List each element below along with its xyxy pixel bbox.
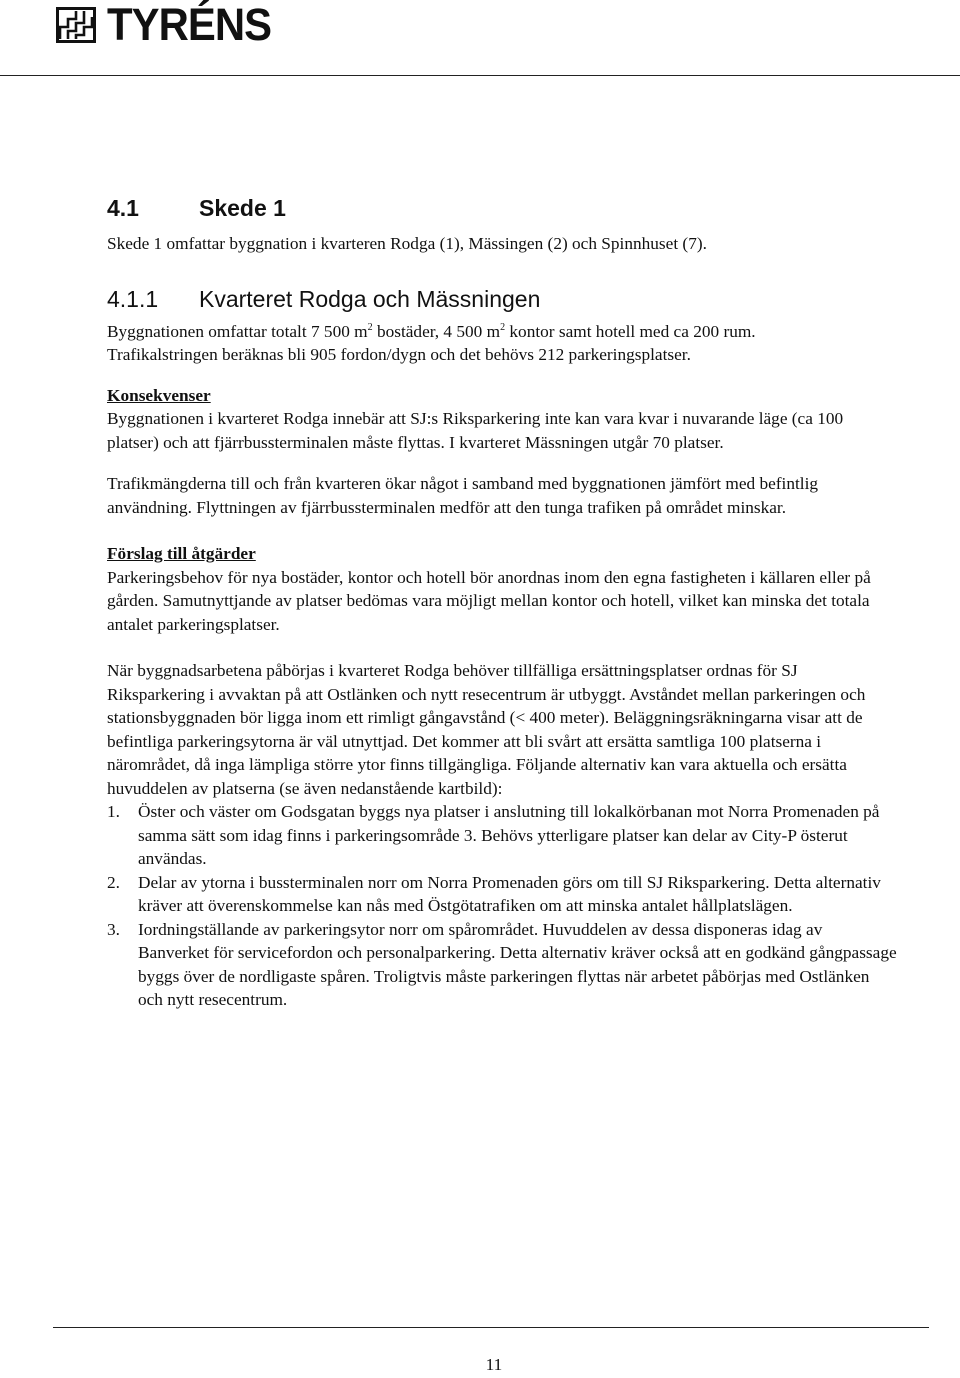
list-number: 2. — [107, 872, 120, 892]
forslag-paragraph-1: Parkeringsbehov för nya bostäder, kontor och hotell bör anordnas inom den egna fastigheten i källaren eller på gården. Samutnyttjande av platser bedömas vara möjligt mellan kontor och hotell, vilket kan minska det totala antalet parkeringsplatser. — [107, 567, 871, 634]
text-span: Byggnationen omfattar totalt 7 500 m — [107, 321, 368, 341]
list-item — [107, 918, 897, 1012]
logo-text: TYRÉNS — [107, 0, 272, 50]
text-span: kontor samt hotell med ca 200 rum. — [505, 321, 756, 341]
text-span: Trafikalstringen beräknas bli 905 fordon/dygn och det behövs 212 parkeringsplatser. — [107, 345, 691, 364]
tyrens-logo-icon — [56, 7, 96, 43]
list-number: 1. — [107, 802, 120, 821]
header-divider — [0, 75, 960, 76]
document-body — [107, 190, 897, 1012]
list-item-text: Delar av ytorna i bussterminalen norr om Norra Promenaden görs om till SJ Riksparkering. Detta alternativ kräver att överenskommelse kan nås med Östgötatrafiken om att minska antalet hållplatslägen. — [138, 872, 881, 915]
section-heading — [107, 190, 897, 226]
superscript: 2 — [367, 321, 373, 333]
konsekvenser-heading: Konsekvenser — [107, 385, 211, 405]
section-intro: Skede 1 omfattar byggnation i kvarteren Rodga (1), Mässingen (2) och Spinnhuset (7). — [107, 234, 707, 253]
page-header — [0, 0, 960, 78]
forslag-paragraph-2: När byggnadsarbetena påbörjas i kvarteret Rodga behöver tillfälliga ersättningsplatser ordnas för SJ Riksparkering i avvaktan på att Ostlänken och nytt resecentrum är utbyggt. Avståndet mellan parkeringen och stationsbyggnaden bör ligga inom ett rimligt gångavstånd (< 400 meter). Beläggningsräkningarna visar att de befintliga parkeringsytorna är väl utnyttjad. Det kommer att bli svårt att ersätta samtliga 100 platserna i närområdet, då inga lämpliga större ytor finns tillgängliga. Följande alternativ kan vara aktuella och ersätta huvuddelen av platserna (se även nedanstående kartbild): — [107, 661, 866, 798]
subsection-heading — [107, 281, 897, 317]
list-item — [107, 800, 897, 871]
subsection-title: Kvarteret Rodga och Mässningen — [199, 285, 541, 312]
list-item-text: Öster och väster om Godsgatan byggs nya platser i anslutning till lokalkörbanan mot Norra Promenaden på samma sätt som idag finns i parkeringsområde 3. Behövs ytterligare platser kan delar av City-P österut användas. — [138, 802, 880, 868]
forslag-heading: Förslag till åtgärder — [107, 544, 256, 563]
subsection-paragraph — [107, 320, 897, 367]
superscript: 2 — [500, 321, 506, 333]
konsekvenser-paragraph-1: Byggnationen i kvarteret Rodga innebär att SJ:s Riksparkering inte kan vara kvar i nuvarande läge (ca 100 platser) och att fjärrbussterminalen måste flyttas. I kvarteret Mässningen utgår 70 platser. — [107, 409, 844, 452]
konsekvenser-paragraph-2: Trafikmängderna till och från kvarteren ökar något i samband med byggnationen jämfört med befintlig användning. Flyttningen av fjärrbussterminalen medför att den tunga trafiken på området minskar. — [107, 474, 819, 517]
footer-divider — [53, 1327, 929, 1328]
section-title: Skede 1 — [199, 195, 286, 221]
section-number: 4.1 — [107, 195, 139, 221]
list-item-text: Iordningställande av parkeringsytor norr om spårområdet. Huvuddelen av dessa disponeras idag av Banverket för servicefordon och personalparkering. Detta alternativ kräver också att en godkänd gångpassage byggs över de nordligaste spåren. Troligtvis måste parkeringen flyttas när arbetet påbörjas med Ostlänken och nytt resecentrum. — [138, 919, 897, 1009]
page-number: 11 — [485, 1355, 503, 1374]
list-item — [107, 871, 897, 918]
text-span: bostäder, 4 500 m — [372, 321, 501, 341]
alternatives-list — [107, 800, 897, 1012]
list-number: 3. — [107, 919, 120, 939]
subsection-number: 4.1.1 — [107, 285, 159, 312]
